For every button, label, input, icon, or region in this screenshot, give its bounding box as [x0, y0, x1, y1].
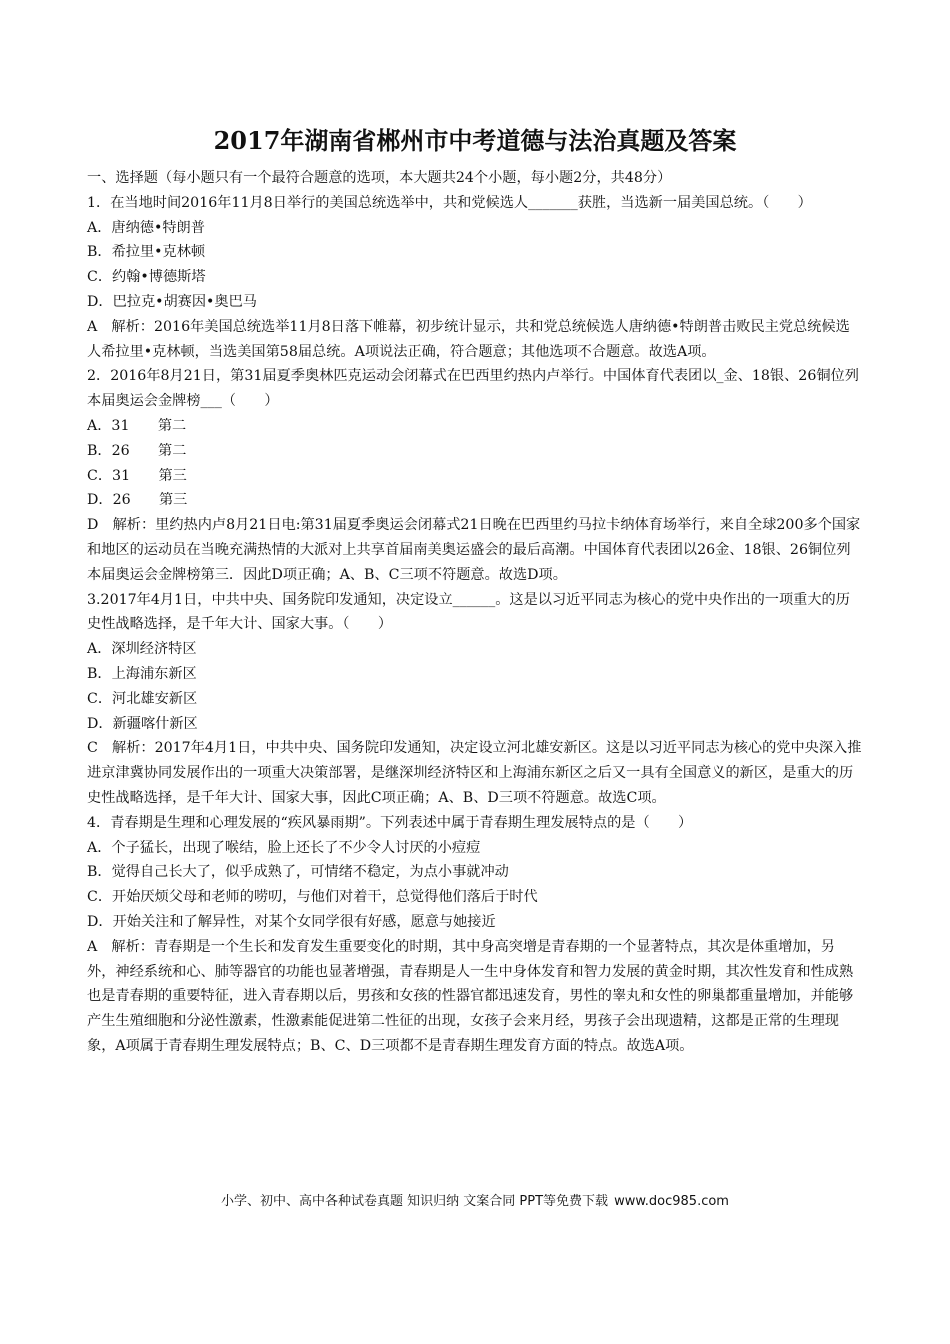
- question-stem: 1．在当地时间2016年11月8日举行的美国总统选举中，共和党候选人_______获胜，当选新一届美国总统。（ ）: [87, 194, 812, 211]
- question-stem: 4．青春期是生理和心理发展的“疾风暴雨期”。下列表述中属于青春期生理发展特点的是（ ）: [87, 814, 693, 831]
- option-c: C．约翰•博德斯塔: [87, 269, 206, 286]
- footer-text: 小学、初中、高中各种试卷真题 知识归纳 文案合同 PPT等免费下载: [221, 1194, 609, 1209]
- question-stem: 2．2016年8月21日，第31届夏季奥林匹克运动会闭幕式在巴西里约热内卢举行。中国体育代表团以_金、18银、26铜位列本届奥运会金牌榜___（ ）: [87, 368, 859, 410]
- question-2: [87, 364, 863, 587]
- page-footer: [0, 1192, 950, 1212]
- option-c: C．河北雄安新区: [87, 690, 198, 707]
- footer-link[interactable]: www.doc985.com: [614, 1194, 729, 1209]
- question-4: [87, 811, 863, 1059]
- option-d: D．巴拉克•胡赛因•奥巴马: [87, 293, 257, 310]
- question-stem: 3.2017年4月1日，中共中央、国务院印发通知，决定设立______。这是以习近平同志为核心的党中央作出的一项重大的历史性战略选择，是千年大计、国家大事。（ ）: [87, 591, 850, 633]
- option-d: D．26 第三: [87, 492, 188, 509]
- option-a: A．唐纳德•特朗普: [87, 219, 205, 236]
- option-d: D．新疆喀什新区: [87, 715, 198, 732]
- option-a: A．深圳经济特区: [87, 641, 197, 658]
- option-c: C．31 第三: [87, 467, 187, 484]
- option-b: B．上海浦东新区: [87, 665, 197, 682]
- option-b: B．26 第二: [87, 442, 187, 459]
- document-body: [87, 166, 863, 1059]
- answer-analysis: D 解析：里约热内卢8月21日电:第31届夏季奥运会闭幕式21日晚在巴西里约马拉卡纳体育场举行，来自全球200多个国家和地区的运动员在当晚充满热情的大派对上共享首届南美奥运盛会的最后高潮。中国体育代表团以26金、18银、26铜位列本届奥运会金牌榜第三．因此D项正确；A、B、C三项不符题意。故选D项。: [87, 517, 861, 583]
- answer-analysis: A 解析：2016年美国总统选举11月8日落下帷幕，初步统计显示，共和党总统候选人唐纳德•特朗普击败民主党总统候选人希拉里•克林顿，当选美国第58届总统。A项说法正确，符合题意；其他选项不合题意。故选A项。: [87, 318, 850, 360]
- option-c: C．开始厌烦父母和老师的唠叨，与他们对着干，总觉得他们落后于时代: [87, 889, 538, 906]
- option-a: A．31 第二: [87, 417, 187, 434]
- option-b: B．觉得自己长大了，似乎成熟了，可情绪不稳定，为点小事就冲动: [87, 864, 509, 881]
- question-1: [87, 191, 863, 365]
- answer-analysis: A 解析：青春期是一个生长和发育发生重要变化的时期，其中身高突增是青春期的一个显著特点，其次是体重增加，另外，神经系统和心、肺等器官的功能也显著增强，青春期是人一生中身体发育和智力发展的黄金时期，其次性发育和性成熟也是青春期的重要特征，进入青春期以后，男孩和女孩的性器官都迅速发育，男性的睾丸和女性的卵巢都重量增加，并能够产生生殖细胞和分泌性激素，性激素能促进第二性征的出现，女孩子会来月经，男孩子会出现遗精，这都是正常的生理现象，A项属于青春期生理发展特点；B、C、D三项都不是青春期生理发育方面的特点。故选A项。: [87, 938, 854, 1054]
- option-a: A．个子猛长，出现了喉结，脸上还长了不少令人讨厌的小痘痘: [87, 839, 481, 856]
- answer-analysis: C 解析：2017年4月1日，中共中央、国务院印发通知，决定设立河北雄安新区。这是以习近平同志为核心的党中央深入推进京津冀协同发展作出的一项重大决策部署，是继深圳经济特区和上海浦东新区之后又一具有全国意义的新区，是重大的历史性战略选择，是千年大计、国家大事，因此C项正确；A、B、D三项不符题意。故选C项。: [87, 740, 862, 806]
- option-b: B．希拉里•克林顿: [87, 244, 206, 261]
- option-d: D．开始关注和了解异性，对某个女同学很有好感，愿意与她接近: [87, 913, 496, 930]
- question-3: [87, 588, 863, 811]
- section-heading: 一、选择题（每小题只有一个最符合题意的选项，本大题共24个小题，每小题2分，共48分）: [87, 170, 672, 186]
- document-title: 2017年湖南省郴州市中考道德与法治真题及答案: [213, 126, 737, 155]
